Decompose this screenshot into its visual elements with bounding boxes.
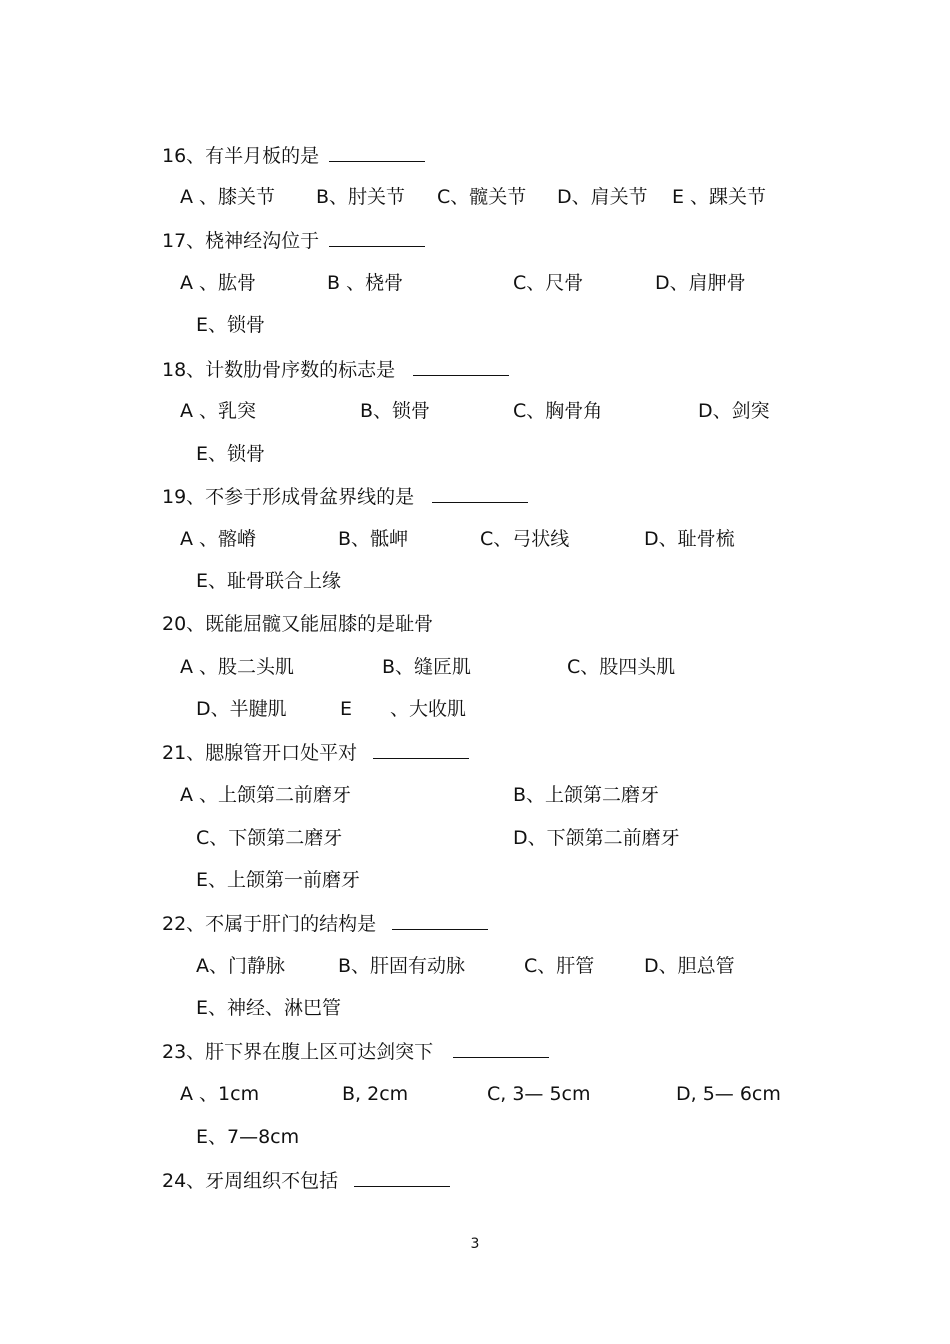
option-b: B、肝固有动脉	[338, 955, 466, 977]
option-d: D、胆总管	[644, 955, 735, 977]
answer-blank	[392, 911, 488, 930]
option-e: E 、大收肌	[340, 698, 467, 720]
option-c: C、股四头肌	[567, 656, 676, 678]
option-e: E 、踝关节	[672, 186, 767, 208]
option-a: A 、肱骨	[180, 272, 257, 294]
option-d: D、肩胛骨	[655, 272, 746, 294]
option-b: B、骶岬	[338, 528, 409, 550]
answer-blank	[329, 228, 425, 247]
question-23	[162, 1039, 549, 1064]
question-stem: 21、腮腺管开口处平对	[162, 742, 358, 764]
page-number: 3	[470, 1236, 480, 1252]
option-a: A 、1cm	[180, 1083, 260, 1105]
question-stem: 16、有半月板的是	[162, 145, 320, 167]
question-stem: 22、不属于肝门的结构是	[162, 913, 377, 935]
option-d: D、半腱肌	[196, 698, 287, 720]
option-b: B、肘关节	[316, 186, 406, 208]
option-d: D、耻骨梳	[644, 528, 735, 550]
question-20	[162, 612, 433, 636]
option-e: E、耻骨联合上缘	[196, 570, 342, 592]
question-18	[162, 357, 509, 382]
option-c: C、肝管	[524, 955, 595, 977]
question-stem: 19、不参于形成骨盆界线的是	[162, 486, 415, 508]
option-b: B 、桡骨	[327, 272, 404, 294]
option-a: A 、乳突	[180, 400, 257, 422]
option-a: A 、上颌第二前磨牙	[180, 784, 352, 806]
option-b: B, 2cm	[342, 1083, 409, 1105]
option-b: B、缝匠肌	[382, 656, 472, 678]
option-e: E、上颌第一前磨牙	[196, 869, 361, 891]
option-c: C, 3— 5cm	[487, 1083, 591, 1105]
option-b: B、上颌第二磨牙	[513, 784, 660, 806]
option-d: D、下颌第二前磨牙	[513, 827, 680, 849]
option-a: A 、髂嵴	[180, 528, 257, 550]
option-a: A 、股二头肌	[180, 656, 295, 678]
question-stem: 18、计数肋骨序数的标志是	[162, 359, 396, 381]
question-19	[162, 484, 528, 509]
option-c: C、髋关节	[437, 186, 527, 208]
option-c: C、下颌第二磨牙	[196, 827, 343, 849]
option-a: A 、膝关节	[180, 186, 276, 208]
answer-blank	[354, 1168, 450, 1187]
question-21	[162, 740, 469, 765]
question-stem: 24、牙周组织不包括	[162, 1170, 339, 1192]
question-24	[162, 1168, 450, 1193]
answer-blank	[413, 357, 509, 376]
option-e: E、锁骨	[196, 314, 266, 336]
option-c: C、弓状线	[480, 528, 570, 550]
option-e: E、锁骨	[196, 443, 266, 465]
answer-blank	[373, 740, 469, 759]
question-22	[162, 911, 488, 936]
option-c: C、胸骨角	[513, 400, 603, 422]
answer-blank	[329, 143, 425, 162]
option-d: D、肩关节	[557, 186, 648, 208]
answer-blank	[453, 1039, 549, 1058]
option-e: E、7—8cm	[196, 1126, 300, 1148]
option-e: E、神经、淋巴管	[196, 997, 342, 1019]
question-stem: 23、肝下界在腹上区可达剑突下	[162, 1041, 434, 1063]
option-a: A、门静脉	[196, 955, 285, 977]
question-16	[162, 143, 425, 168]
question-stem: 17、桡神经沟位于	[162, 230, 320, 252]
option-b: B、锁骨	[360, 400, 431, 422]
option-c: C、尺骨	[513, 272, 584, 294]
question-stem: 20、既能屈髋又能屈膝的是耻骨	[162, 613, 434, 635]
option-d: D、剑突	[698, 400, 770, 422]
answer-blank	[432, 484, 528, 503]
option-d: D, 5— 6cm	[676, 1083, 781, 1105]
question-17	[162, 228, 425, 253]
